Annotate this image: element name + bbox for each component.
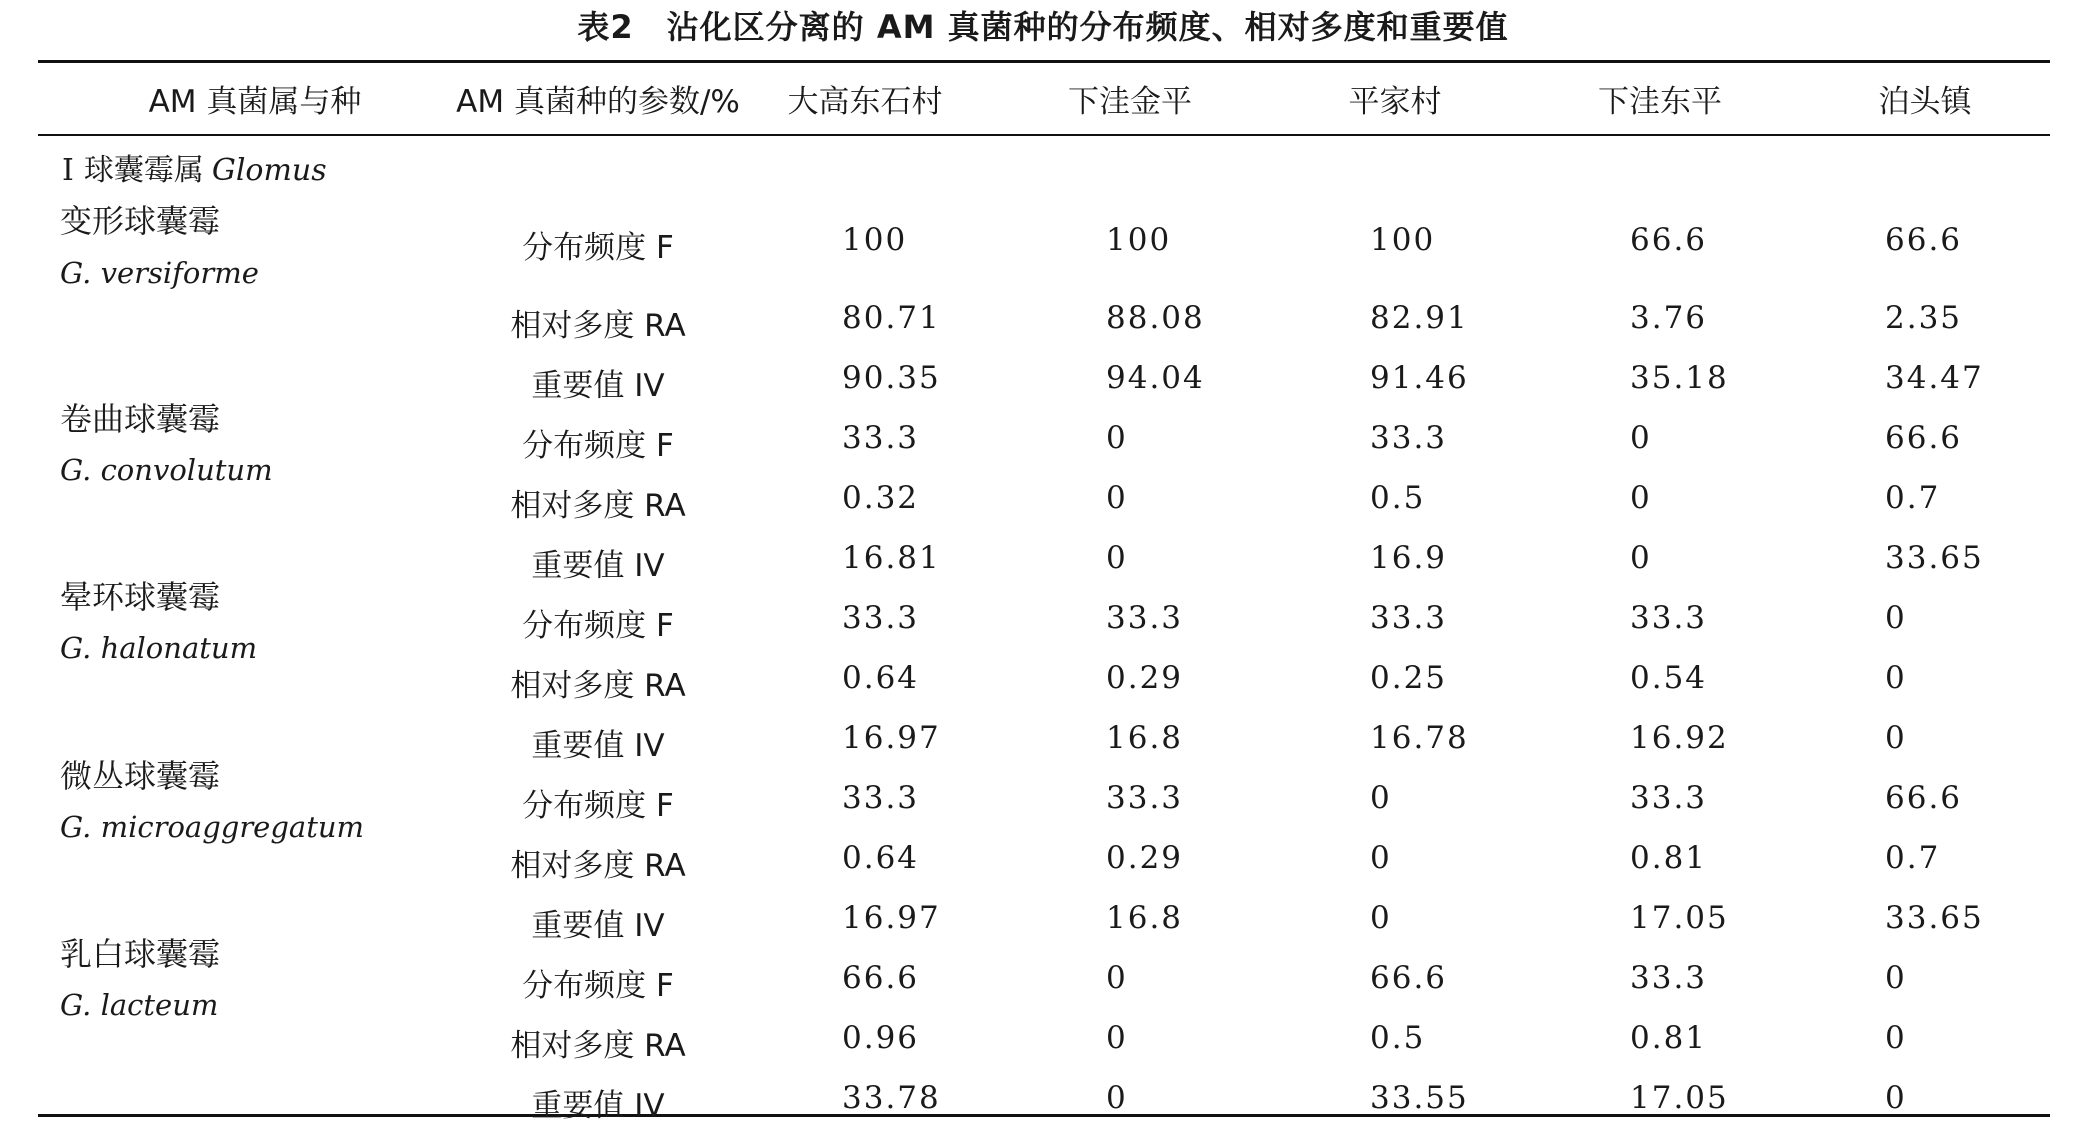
value-cell: 0 [1370,840,1392,876]
value-cell: 0.54 [1630,660,1708,696]
species-name-cn: 晕环球囊霉 [60,578,221,616]
parameter-cell: 分布频度 F [522,428,674,464]
value-cell: 90.35 [842,360,941,396]
header-cell: 下洼东平 [1598,84,1722,120]
value-cell: 33.3 [1370,600,1448,636]
value-cell: 0.5 [1370,480,1426,516]
value-cell: 16.81 [842,540,941,576]
value-cell: 0.81 [1630,840,1708,876]
value-cell: 0 [1370,900,1392,936]
value-cell: 33.65 [1885,540,1984,576]
header-cell: 大高东石村 [787,84,943,120]
value-cell: 33.65 [1885,900,1984,936]
parameter-cell: 相对多度 RA [510,488,686,524]
value-cell: 0.5 [1370,1020,1426,1056]
table-title: 表2 沾化区分离的 AM 真菌种的分布频度、相对多度和重要值 [577,8,1509,46]
genus-latin: Glomus [211,153,327,188]
value-cell: 0.32 [842,480,920,516]
value-cell: 33.3 [842,420,920,456]
species-name-cn: 乳白球囊霉 [60,935,221,973]
value-cell: 0 [1630,480,1652,516]
value-cell: 0 [1106,540,1128,576]
value-cell: 0 [1885,960,1907,996]
parameter-cell: 分布频度 F [522,788,674,824]
species-name-cn: 卷曲球囊霉 [60,400,221,438]
header-rule [38,134,2050,136]
value-cell: 16.9 [1370,540,1448,576]
value-cell: 0 [1106,960,1128,996]
value-cell: 0 [1885,1080,1907,1116]
value-cell: 0 [1885,720,1907,756]
value-cell: 0.64 [842,660,920,696]
genus-row [62,145,327,189]
value-cell: 0.29 [1106,840,1184,876]
value-cell: 17.05 [1630,900,1729,936]
value-cell: 0 [1106,1080,1128,1116]
value-cell: 0.7 [1885,840,1941,876]
top-rule [38,60,2050,63]
header-cell: 平家村 [1348,84,1442,120]
value-cell: 33.3 [1630,780,1708,816]
value-cell: 0 [1370,780,1392,816]
value-cell: 0 [1630,540,1652,576]
value-cell: 66.6 [1370,960,1448,996]
value-cell: 0.7 [1885,480,1941,516]
parameter-cell: 重要值 IV [531,728,665,764]
value-cell: 0.96 [842,1020,920,1056]
value-cell: 16.92 [1630,720,1729,756]
value-cell: 94.04 [1106,360,1205,396]
value-cell: 80.71 [842,300,941,336]
header-cell: 下洼金平 [1068,84,1192,120]
value-cell: 33.78 [842,1080,941,1116]
parameter-cell: 分布频度 F [522,968,674,1004]
parameter-cell: 分布频度 F [522,230,674,266]
value-cell: 0 [1106,420,1128,456]
species-name-latin: G. lacteum [60,988,219,1022]
header-cell: AM 真菌属与种 [148,84,362,120]
parameter-cell: 相对多度 RA [510,848,686,884]
value-cell: 0.25 [1370,660,1448,696]
value-cell: 82.91 [1370,300,1469,336]
species-name-latin: G. microaggregatum [60,810,365,844]
value-cell: 0 [1106,480,1128,516]
value-cell: 0 [1885,600,1907,636]
value-cell: 33.3 [1106,780,1184,816]
value-cell: 16.8 [1106,900,1184,936]
value-cell: 88.08 [1106,300,1205,336]
value-cell: 33.3 [842,600,920,636]
species-name-latin: G. convolutum [60,453,273,487]
header-cell: 泊头镇 [1878,84,1972,120]
parameter-cell: 重要值 IV [531,1088,665,1124]
header-cell: AM 真菌种的参数/% [456,84,740,120]
value-cell: 66.6 [1885,780,1963,816]
value-cell: 91.46 [1370,360,1469,396]
value-cell: 16.8 [1106,720,1184,756]
parameter-cell: 重要值 IV [531,908,665,944]
parameter-cell: 重要值 IV [531,368,665,404]
species-name-cn: 微丛球囊霉 [60,757,221,795]
value-cell: 66.6 [842,960,920,996]
value-cell: 2.35 [1885,300,1963,336]
value-cell: 0.81 [1630,1020,1708,1056]
species-name-cn: 变形球囊霉 [60,202,221,240]
value-cell: 16.97 [842,720,941,756]
genus-roman: Ⅰ [62,153,74,188]
parameter-cell: 重要值 IV [531,548,665,584]
value-cell: 100 [1106,222,1172,258]
value-cell: 33.3 [1630,600,1708,636]
value-cell: 33.3 [842,780,920,816]
parameter-cell: 相对多度 RA [510,308,686,344]
value-cell: 3.76 [1630,300,1708,336]
value-cell: 16.97 [842,900,941,936]
genus-name: 球囊霉属 [83,153,204,188]
value-cell: 0 [1106,1020,1128,1056]
species-name-latin: G. halonatum [60,631,258,665]
parameter-cell: 相对多度 RA [510,1028,686,1064]
bottom-rule [38,1114,2050,1117]
value-cell: 0.29 [1106,660,1184,696]
value-cell: 33.3 [1106,600,1184,636]
value-cell: 16.78 [1370,720,1469,756]
value-cell: 66.6 [1885,222,1963,258]
value-cell: 33.55 [1370,1080,1469,1116]
species-name-latin: G. versiforme [60,256,259,290]
value-cell: 33.3 [1370,420,1448,456]
value-cell: 0 [1885,1020,1907,1056]
value-cell: 0 [1630,420,1652,456]
value-cell: 66.6 [1885,420,1963,456]
parameter-cell: 分布频度 F [522,608,674,644]
value-cell: 34.47 [1885,360,1984,396]
value-cell: 17.05 [1630,1080,1729,1116]
value-cell: 0.64 [842,840,920,876]
value-cell: 33.3 [1630,960,1708,996]
value-cell: 66.6 [1630,222,1708,258]
value-cell: 100 [1370,222,1436,258]
parameter-cell: 相对多度 RA [510,668,686,704]
value-cell: 35.18 [1630,360,1729,396]
value-cell: 100 [842,222,908,258]
value-cell: 0 [1885,660,1907,696]
